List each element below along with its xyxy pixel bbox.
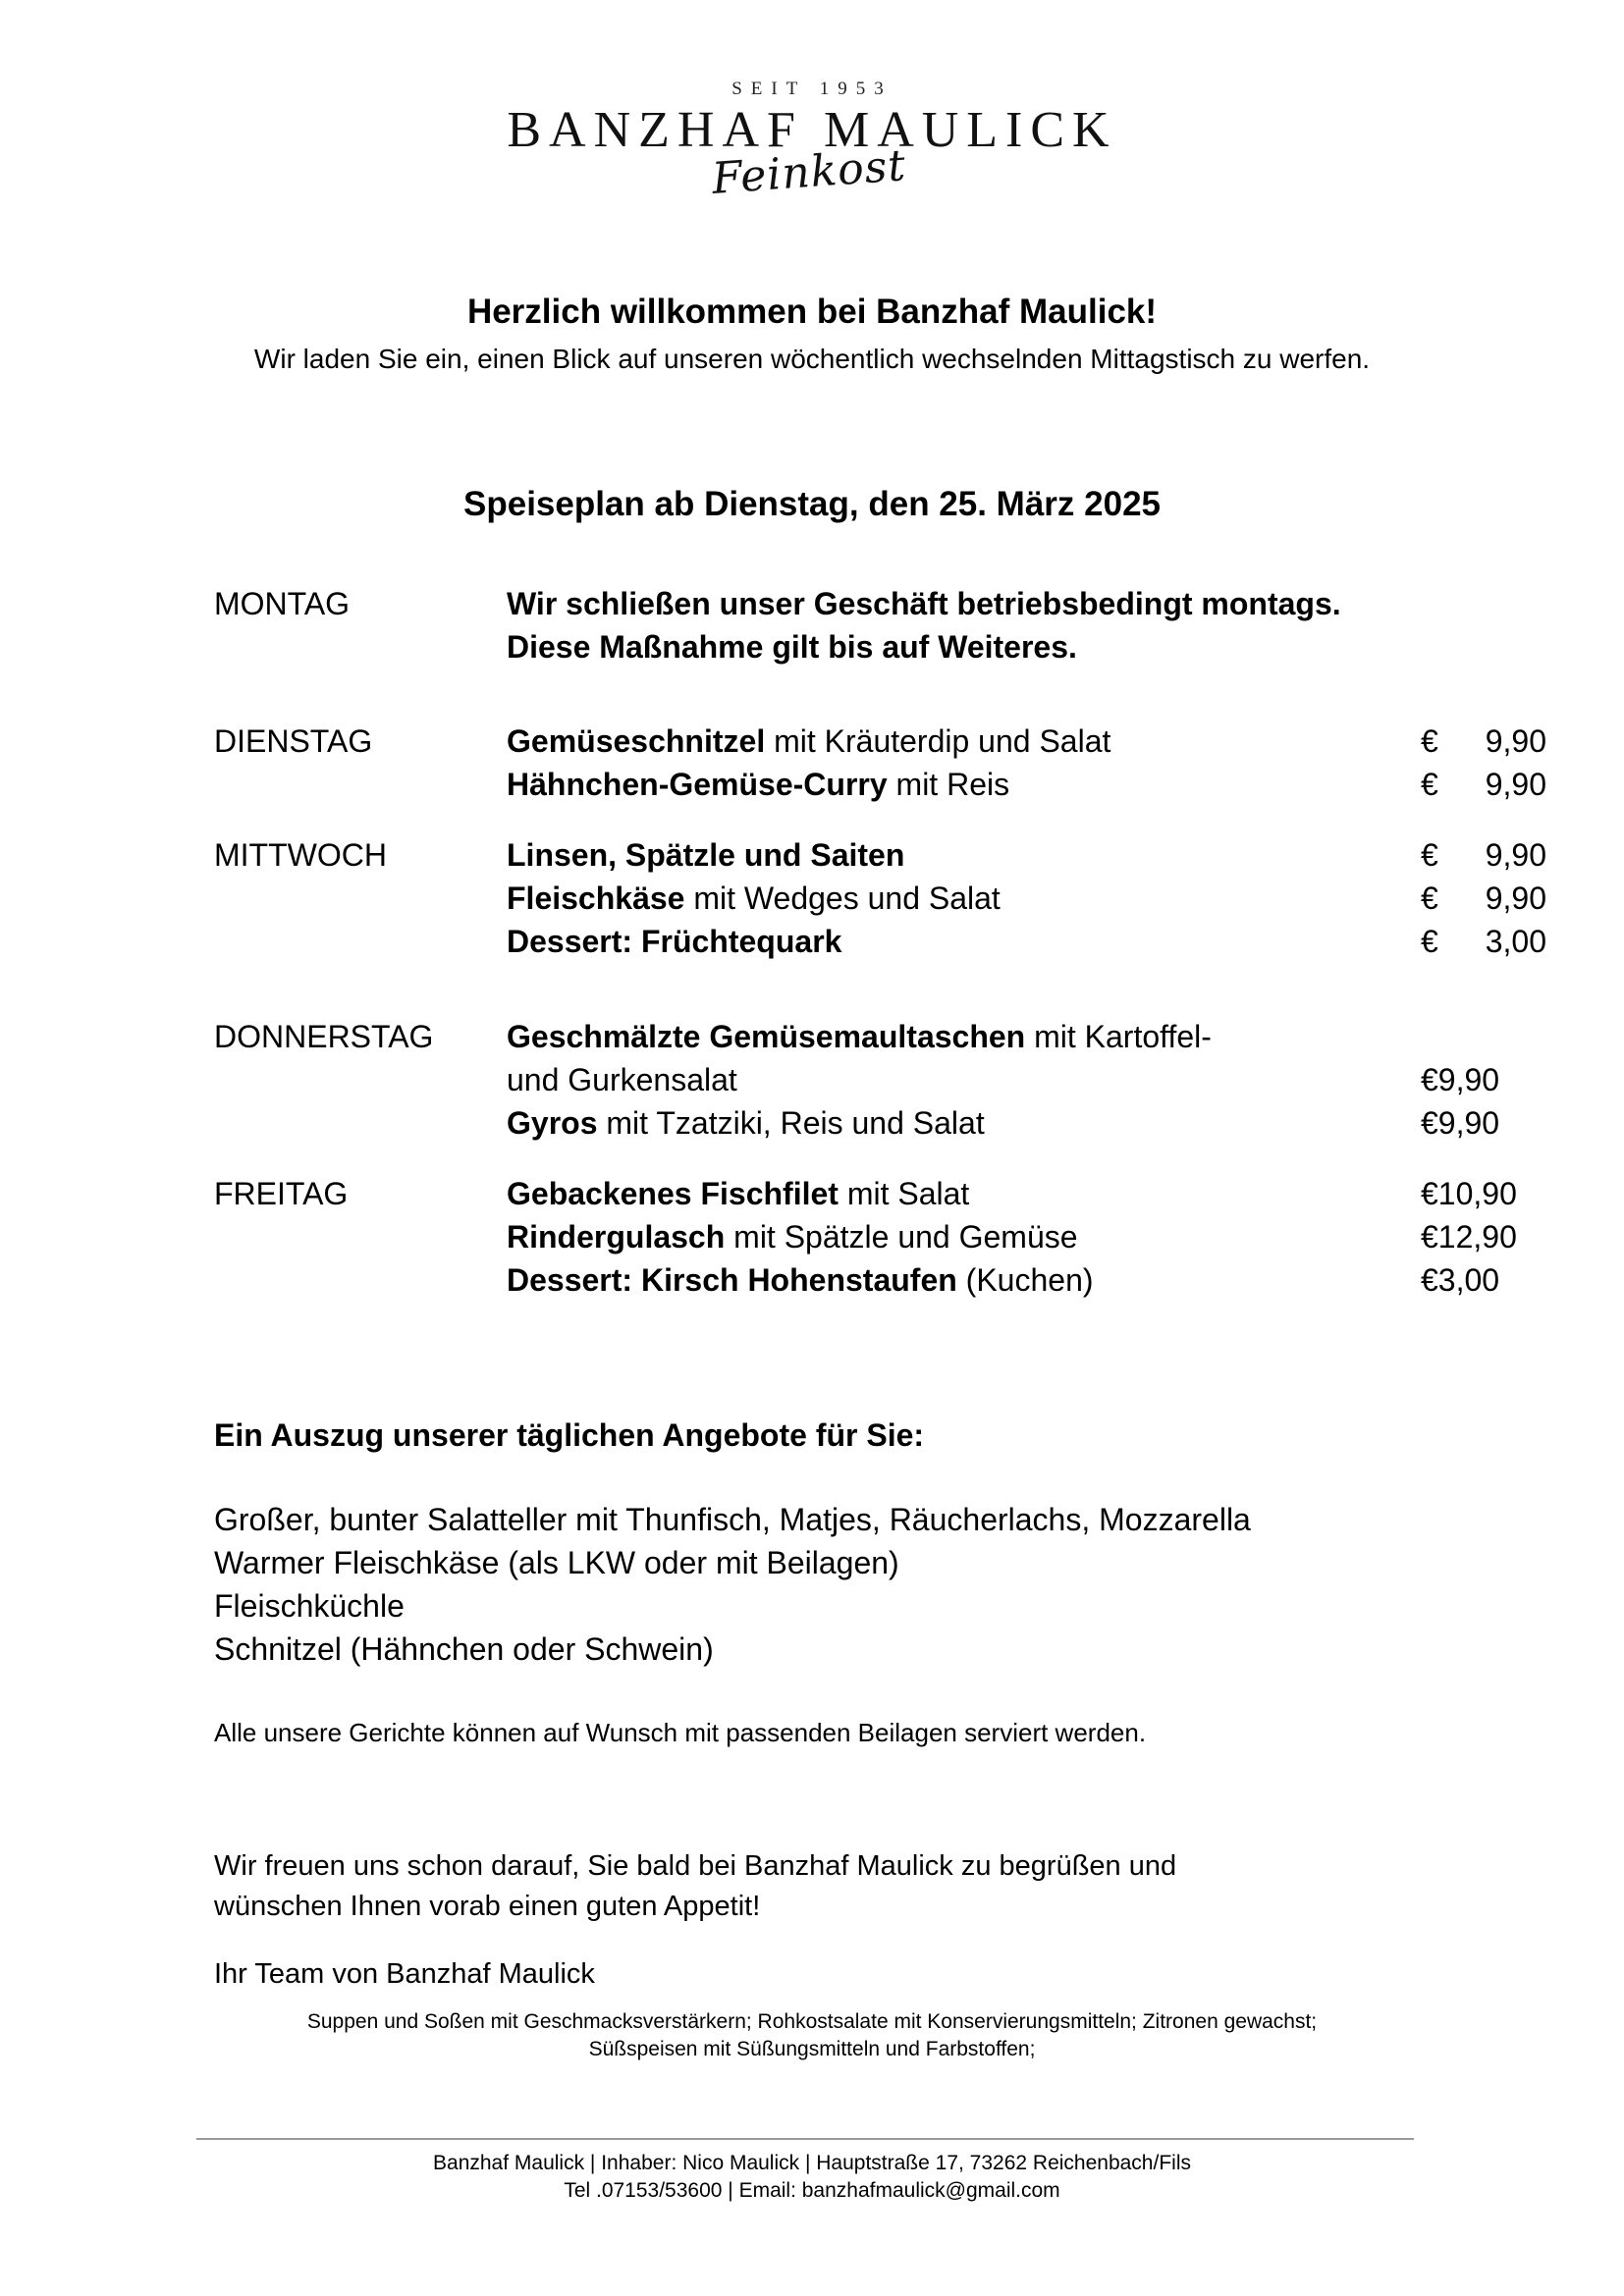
menu-item [507,920,841,963]
logo-subline: Feinkost [710,140,908,204]
dish-name: Rindergulasch [507,1219,726,1255]
menu-item [507,877,1001,920]
price: €9,90 [1421,1062,1500,1097]
menu-item [507,1015,1212,1058]
closure-notice-line: Diese Maßnahme gilt bis auf Weiteres. [507,629,1077,665]
footer-address: Banzhaf Maulick | Inhaber: Nico Maulick | Hauptstraße 17, 73262 Reichenbach/Fils [433,2152,1191,2174]
dish-description: (Kuchen) [956,1262,1094,1298]
dish-name: Gebackenes Fischfilet [507,1176,839,1211]
offer-item: Warmer Fleischkäse (als LKW oder mit Beilagen) [214,1545,899,1580]
plan-title: Speiseplan ab Dienstag, den 25. März 2025 [463,485,1161,523]
menu-item [507,1258,1094,1302]
dish-name: Gyros [507,1105,598,1141]
offer-item: Großer, bunter Salatteller mit Thunfisch, Matjes, Räucherlachs, Mozzarella [214,1502,1251,1537]
logo-since-text: SEIT 1953 [731,79,893,99]
dish-name: Linsen, Spätzle und Saiten [507,837,905,873]
price: 9,90 [1485,837,1546,873]
dish-description: mit Kräuterdip und Salat [765,723,1111,759]
price: 3,00 [1485,924,1546,959]
currency-symbol: € [1421,767,1438,802]
dish-name: Geschmälzte Gemüsemaultaschen [507,1019,1026,1054]
price: 9,90 [1485,723,1546,759]
footer-divider [196,2138,1414,2140]
dish-name: Fleischkäse [507,881,685,916]
dish-name: Dessert: Kirsch Hohenstaufen [507,1262,957,1298]
menu-item [507,763,1009,806]
footer-contact: Tel .07153/53600 | Email: banzhafmaulick@gmail.com [564,2179,1060,2202]
currency-symbol: € [1421,881,1438,916]
day-label-freitag: FREITAG [214,1176,349,1211]
dish-description-continued: und Gurkensalat [507,1062,737,1097]
price: €10,90 [1421,1176,1517,1211]
menu-item [507,1215,1078,1258]
offer-item: Fleischküchle [214,1588,405,1624]
day-label-dienstag: DIENSTAG [214,723,373,759]
dish-description: mit Reis [887,767,1010,802]
dish-name: Gemüseschnitzel [507,723,766,759]
currency-symbol: € [1421,837,1438,873]
day-label-donnerstag: DONNERSTAG [214,1019,434,1054]
dish-name: Dessert: Früchtequark [507,924,842,959]
closing-text-line: Wir freuen uns schon darauf, Sie bald bei Banzhaf Maulick zu begrüßen und [214,1850,1177,1882]
closure-notice-line: Wir schließen unser Geschäft betriebsbedingt montags. [507,586,1341,621]
menu-item [507,720,1110,763]
closing-text-line: wünschen Ihnen vorab einen guten Appetit! [214,1891,761,1922]
menu-item [507,833,904,877]
currency-symbol: € [1421,723,1438,759]
menu-item [507,1172,969,1215]
price: €12,90 [1421,1219,1517,1255]
dish-description: mit Kartoffel- [1025,1019,1212,1054]
additives-note-line: Süßspeisen mit Süßungsmitteln und Farbstoffen; [588,2038,1036,2060]
menu-item [507,1101,985,1145]
dish-description: mit Spätzle und Gemüse [725,1219,1078,1255]
logo-name: BANZHAF MAULICK [507,102,1117,158]
additives-note-line: Suppen und Soßen mit Geschmacksverstärkern; Rohkostsalate mit Konservierungsmitteln; Zitronen gewachst; [306,2010,1318,2033]
price: €9,90 [1421,1105,1500,1141]
offer-item: Schnitzel (Hähnchen oder Schwein) [214,1631,714,1667]
side-dish-note: Alle unsere Gerichte können auf Wunsch mit passenden Beilagen serviert werden. [214,1718,1147,1747]
welcome-title: Herzlich willkommen bei Banzhaf Maulick! [466,293,1158,331]
price: €3,00 [1421,1262,1500,1298]
dish-description: mit Wedges und Salat [684,881,1001,916]
day-label-montag: MONTAG [214,586,351,621]
team-signature: Ihr Team von Banzhaf Maulick [214,1958,595,1990]
day-label-mittwoch: MITTWOCH [214,837,387,873]
price: 9,90 [1485,881,1546,916]
price: 9,90 [1485,767,1546,802]
welcome-subtitle: Wir laden Sie ein, einen Blick auf unseren wöchentlich wechselnden Mittagstisch zu werfen. [253,344,1371,374]
dish-description: mit Tzatziki, Reis und Salat [597,1105,985,1141]
dish-name: Hähnchen-Gemüse-Curry [507,767,888,802]
currency-symbol: € [1421,924,1438,959]
offers-title: Ein Auszug unserer täglichen Angebote für Sie: [214,1417,925,1453]
dish-description: mit Salat [838,1176,970,1211]
